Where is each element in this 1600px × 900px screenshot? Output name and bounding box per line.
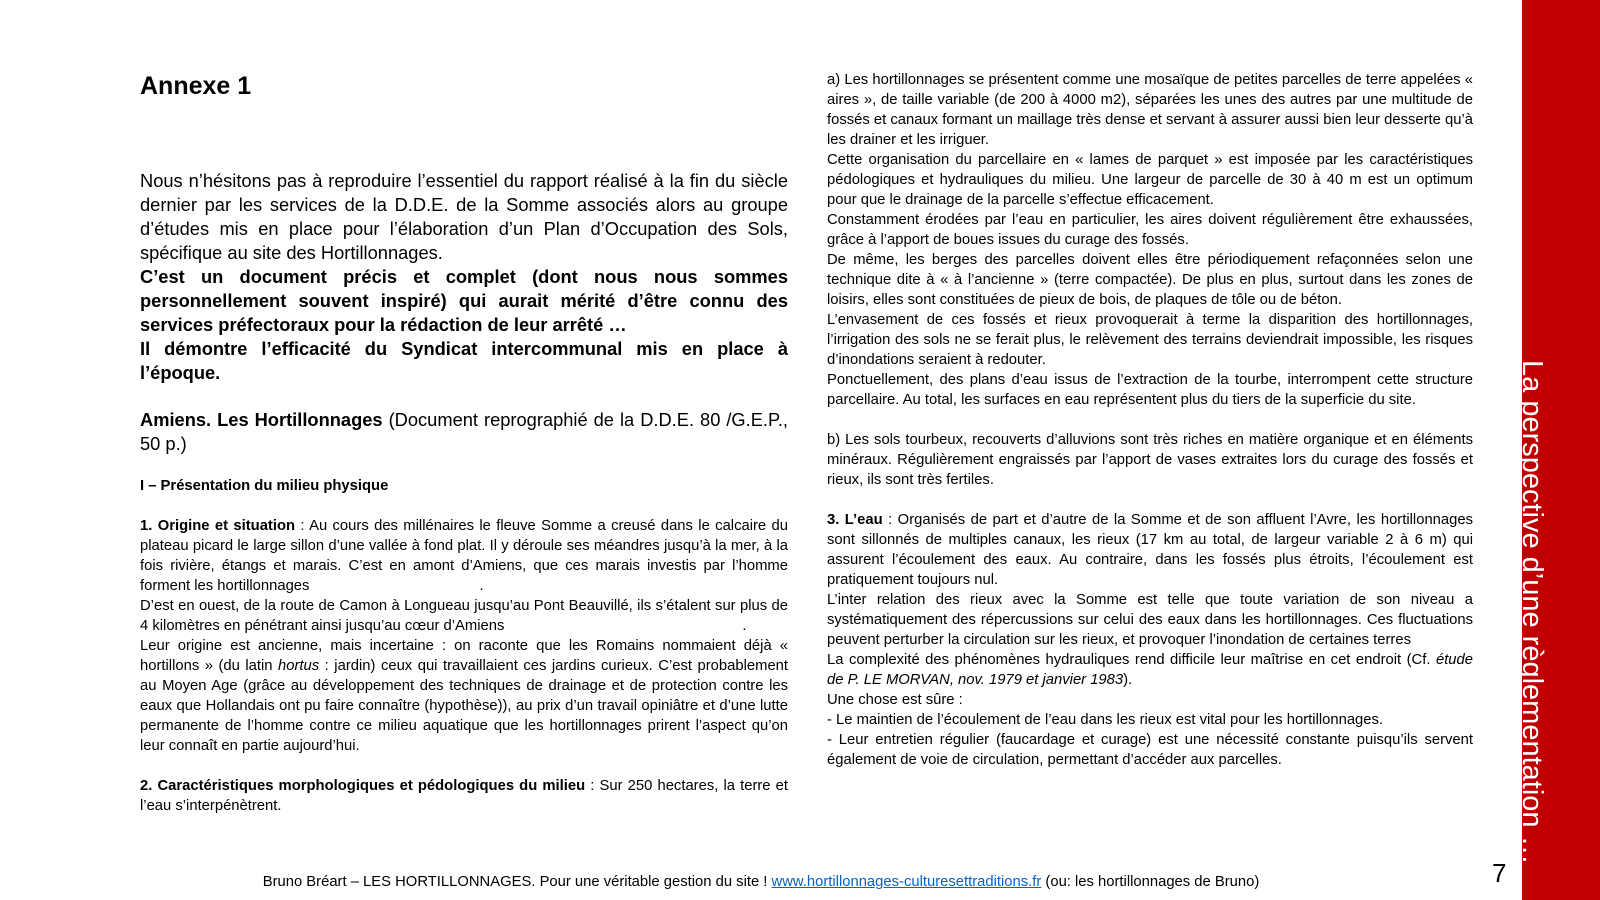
location-paragraph: D’est en ouest, de la route de Camon à Longueau jusqu’au Pont Beauvillé, ils s’étalent sur plus de 4 kilomètres en pénétrant ainsi jusqu’au cœur d’Amiens . (140, 598, 788, 634)
section-physical-environment (140, 476, 788, 816)
paragraph: L’inter relation des rieux avec la Somme est telle que toute variation de son niveau a systématiquement des répercussions sur celui des eaux dans les hortillonnages. Ces fluctuations peuvent perturber la circulation sur les rieux, et provoquer l’inondation de certaines terres (827, 592, 1473, 648)
paragraph: Ponctuellement, des plans d’eau issus de l’extraction de la tourbe, interrompent cette structure parcellaire. Au total, les surfaces en eau représentent plus du tiers de la superficie du site. (827, 372, 1473, 408)
sidebar-title: La perspective d’une règlementation … (1516, 360, 1548, 865)
paragraph: La complexité des phénomènes hydrauliques rend difficile leur maîtrise en cet endroit (Cf. étude de P. LE MORVAN, nov. 1979 et janvier 1983). (827, 652, 1473, 688)
annex-title: Annexe 1 (140, 72, 252, 100)
document-reference (140, 408, 788, 456)
list-item: - Le maintien de l’écoulement de l’eau dans les rieux est vital pour les hortillonnages. (827, 712, 1384, 728)
paragraph: L’envasement de ces fossés et rieux provoquerait à terme la disparition des hortillonnages, l’irrigation des sols ne se ferait plus, le relèvement des terrains deviendrait impossible, les risques d’inondations seraient à redouter. (827, 312, 1473, 368)
intro-bold-paragraph: C’est un document précis et complet (dont nous nous sommes personnellement souvent inspiré) qui aurait mérité d’être connu des services préfectoraux pour la rédaction de leur arrêté … (140, 266, 788, 335)
intro-paragraph: Nous n’hésitons pas à reproduire l’essentiel du rapport réalisé à la fin du siècle dernier par les services de la D.D.E. de la Somme associés alors au groupe d’études mis en place pour l’élaboration d’un Plan d’Occupation des Sols, spécifique au site des Hortillonnages. (140, 170, 788, 263)
paragraph: Cette organisation du parcellaire en « lames de parquet » est imposée par les caractéristiques pédologiques et hydrauliques du milieu. Une largeur de parcelle de 30 à 40 m est un optimum pour que le drainage de la parcelle s’effectue efficacement. (827, 152, 1473, 208)
morphology-paragraph: 2. Caractéristiques morphologiques et pédologiques du milieu : Sur 250 hectares, la terre et l’eau s’interpénètrent. (140, 778, 788, 814)
list-item: - Leur entretien régulier (faucardage et curage) est une nécessité constante puisqu’ils servent également de voie de circulation, permettant d’accéder aux parcelles. (827, 732, 1473, 768)
page-number: 7 (1492, 858, 1507, 888)
subsection-label: 1. Origine et situation (140, 518, 296, 534)
website-link[interactable]: www.hortillonnages-culturesettraditions.fr (771, 874, 1042, 890)
subsection-label: 3. L’eau (827, 512, 883, 528)
paragraph: De même, les berges des parcelles doivent elles être périodiquement refaçonnées selon une technique dite à « à l’ancienne » (terre compactée). De plus en plus, surtout dans les zones de loisirs, elles sont constituées de pieux de bois, de plaques de tôle ou de béton. (827, 252, 1473, 308)
right-column (827, 70, 1473, 770)
paragraph-b: b) Les sols tourbeux, recouverts d’alluvions sont très riches en matière organique et en éléments minéraux. Régulièrement engraissés par l’apport de vases extraites lors du curage des fossés et rieux, ils sont très fertiles. (827, 432, 1473, 488)
subsection-label: 2. Caractéristiques morphologiques et pédologiques du milieu (140, 778, 586, 794)
section-heading: I – Présentation du milieu physique (140, 478, 389, 494)
document-title: Amiens. Les Hortillonnages (140, 409, 383, 430)
footer: Bruno Bréart – LES HORTILLONNAGES. Pour une véritable gestion du site ! www.hortillonnages-culturesettraditions.fr (ou: les hortillonnages de Bruno) (262, 874, 1260, 890)
document-source: (Document reprographié de la D.D.E. 80 /G.E.P., 50 p.) (140, 409, 788, 454)
paragraph: Une chose est sûre : (827, 692, 963, 708)
origin-paragraph: 1. Origine et situation : Au cours des millénaires le fleuve Somme a creusé dans le calcaire du plateau picard le large sillon d’une vallée à fond plat. Il y déroule ses méandres jusqu’à la mer, à la fois rivière, étangs et marais. C’est en amont d’Amiens, que ces marais investis par l’homme forment les hortillonnages . (140, 518, 788, 594)
water-paragraph: 3. L’eau : Organisés de part et d’autre de la Somme et de son affluent l’Avre, les hortillonnages sont sillonnés de multiples canaux, les rieux (17 km au total, de largeur variable 2 à 6 m) qui assurent l’écoulement des eaux. Au contraire, dans les fossés plus étroits, l’écoulement est pratiquement toujours nul. (827, 512, 1473, 588)
paragraph-a: a) Les hortillonnages se présentent comme une mosaïque de petites parcelles de terre appelées « aires », de taille variable (de 200 à 4000 m2), séparées les unes des autres par une multitude de fossés et canaux formant un maillage très dense et servant à assurer aussi bien leur desserte qu’à les drainer et les irriguer. (827, 72, 1473, 148)
intro-bold-paragraph: Il démontre l’efficacité du Syndicat intercommunal mis en place à l’époque. (140, 338, 788, 383)
history-paragraph: Leur origine est ancienne, mais incertaine : on raconte que les Romains nommaient déjà « hortillons » (du latin hortus : jardin) ceux qui travaillaient ces jardins curieux. C’est probablement au Moyen Age (grâce au développement des techniques de drainage et de protection contre les eaux que Hollandais ont pu faire connaître (hypothèse)), au prix d’un travail opiniâtre et d’une lutte permanente de l’homme contre ce milieu aquatique que les hortillonnages prirent l’aspect qu’on leur connaît en partie aujourd’hui. (140, 638, 789, 754)
intro-block (140, 169, 788, 385)
paragraph: Constamment érodées par l’eau en particulier, les aires doivent régulièrement être exhaussées, grâce à l’apport de boues issues du curage des fossés. (827, 212, 1473, 248)
